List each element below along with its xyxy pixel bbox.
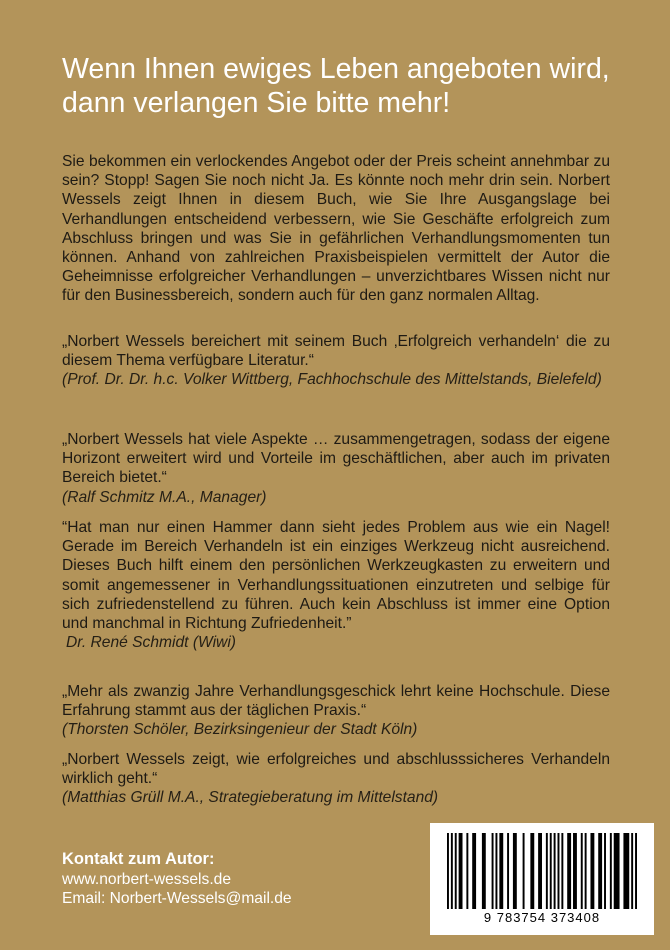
quote-text: „Norbert Wessels hat viele Aspekte … zusammengetragen, sodass der eigene Horizont erweitert wird und Vorteile im geschäftlichen, aber auch im privaten Bereich bietet.“ xyxy=(62,431,610,487)
barcode-bar xyxy=(499,833,503,909)
barcode-bar xyxy=(614,833,620,909)
barcode-bar xyxy=(631,833,633,909)
barcode-bar xyxy=(598,833,602,909)
barcode-digits: 9 783754 373408 xyxy=(483,910,601,925)
barcode-bar xyxy=(554,833,556,909)
barcode-bar xyxy=(447,833,449,909)
barcode-bar xyxy=(604,833,606,909)
barcode-bar xyxy=(455,833,457,909)
barcode-bar xyxy=(610,833,612,909)
barcode-bar xyxy=(472,833,476,909)
quote-text: „Mehr als zwanzig Jahre Verhandlungsgeschick lehrt keine Hochschule. Diese Erfahrung stammt aus der täglichen Praxis.“ xyxy=(62,683,610,720)
quote-text: „Norbert Wessels bereichert mit seinem Buch ‚Erfolgreich verhandeln‘ die zu diesem Thema verfügbare Literatur.“ xyxy=(62,333,610,370)
author-contact xyxy=(62,850,362,909)
barcode-bar xyxy=(513,833,517,909)
barcode-bar xyxy=(523,833,525,909)
isbn-barcode xyxy=(430,823,654,935)
quote-source: (Matthias Grüll M.A., Strategieberatung im Mittelstand) xyxy=(62,789,439,807)
quote-source: (Ralf Schmitz M.A., Manager) xyxy=(62,488,267,506)
barcode-bar xyxy=(538,833,542,909)
barcode-bar xyxy=(507,833,509,909)
quote-4 xyxy=(62,682,610,740)
barcode-bar xyxy=(482,833,486,909)
quote-3 xyxy=(62,518,610,652)
barcode-bar xyxy=(635,833,637,909)
quote-2 xyxy=(62,430,610,507)
barcode-bar xyxy=(585,833,587,909)
contact-website[interactable]: www.norbert-wessels.de xyxy=(62,870,231,888)
quote-1 xyxy=(62,332,610,390)
barcode-bar xyxy=(573,833,577,909)
quote-source: Dr. René Schmidt (Wiwi) xyxy=(66,634,236,652)
quote-5 xyxy=(62,750,610,808)
barcode-bar xyxy=(581,833,583,909)
barcode-bar xyxy=(492,833,494,909)
barcode-bar xyxy=(451,833,453,909)
headline: Wenn Ihnen ewiges Leben angeboten wird, dann verlangen Sie bitte mehr! xyxy=(62,53,610,119)
quote-text: „Norbert Wessels zeigt, wie erfolgreiches und abschlusssicheres Verhandeln wirklich geht.“ xyxy=(62,751,610,788)
barcode-bars xyxy=(442,833,642,909)
barcode-bar xyxy=(466,833,468,909)
quote-text: “Hat man nur einen Hammer dann sieht jedes Problem aus wie ein Nagel! Gerade im Bereich Verhandeln ist ein einziges Werkzeug nicht ausreichend. Dieses Buch hilft einem den persönlichen Werkzeugkasten zu erweitern und somit angemessener in Verhandlungssituationen einzutreten und selbige für sich zufriedenstellend zu führen. Auch kein Abschluss ist immer eine Option und manchmal in Richtung Zufriedenheit.” xyxy=(62,519,610,633)
intro-paragraph: Sie bekommen ein verlockendes Angebot oder der Preis scheint annehmbar zu sein? Stopp! Sagen Sie noch nicht Ja. Es könnte noch mehr drin sein. Norbert Wessels zeigt Ihnen in diesem Buch, wie Sie Ihre Ausgangslage bei Verhandlungen entscheidend verbessern, wie Sie Geschäfte erfolgreich zum Abschluss bringen und was Sie in gefährlichen Verhandlungsmomenten tun können. Anhand von zahlreichen Praxisbeispielen vermittelt der Autor die Geheimnisse erfolgreicher Verhandlungen – unverzichtbares Wissen nicht nur für den Businessbereich, sondern auch für den ganz normalen Alltag. xyxy=(62,153,610,305)
barcode-bar xyxy=(561,833,563,909)
barcode-bar xyxy=(590,833,594,909)
contact-email[interactable]: Email: Norbert-Wessels@mail.de xyxy=(62,890,292,907)
quote-source: (Prof. Dr. Dr. h.c. Volker Wittberg, Fachhochschule des Mittelstands, Bielefeld) xyxy=(62,371,602,389)
barcode-bar xyxy=(459,833,463,909)
barcode-bar xyxy=(558,833,560,909)
barcode-bar xyxy=(550,833,552,909)
contact-title: Kontakt zum Autor: xyxy=(62,850,215,868)
barcode-bar xyxy=(623,833,629,909)
barcode-bar xyxy=(530,833,534,909)
quote-source: (Thorsten Schöler, Bezirksingenieur der Stadt Köln) xyxy=(62,721,418,739)
barcode-bar xyxy=(495,833,497,909)
barcode-bar xyxy=(546,833,548,909)
barcode-bar xyxy=(567,833,571,909)
